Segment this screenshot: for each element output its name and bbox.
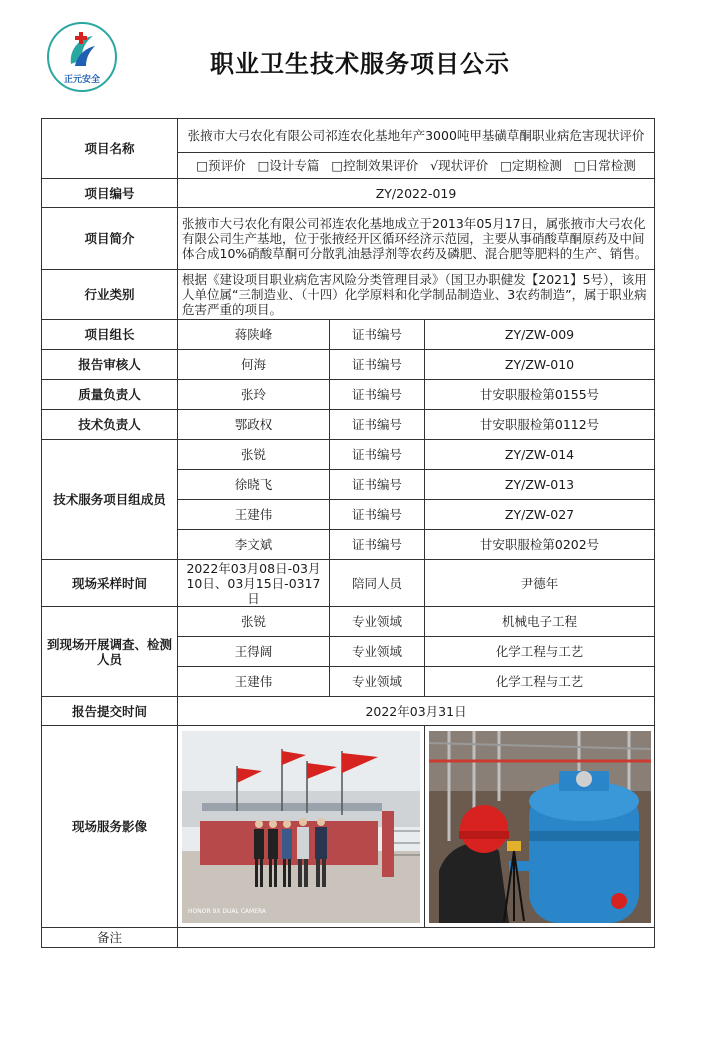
field-label: 专业领域: [330, 637, 425, 667]
cert-number: ZY/ZW-013: [425, 470, 655, 500]
sampling-time-value: 2022年03月08日-03月10日、03月15日-0317日: [178, 560, 330, 607]
cert-label: 证书编号: [330, 470, 425, 500]
cert-number: ZY/ZW-027: [425, 500, 655, 530]
option-daily-test: □日常检测: [573, 158, 636, 173]
cert-number: 甘安职服检第0155号: [425, 380, 655, 410]
staff-name: 鄂政权: [178, 410, 330, 440]
remarks-label: 备注: [42, 928, 178, 948]
onsite-staff-label: 到现场开展调查、检测人员: [42, 607, 178, 697]
evaluation-type-options: [178, 153, 655, 179]
field-label: 专业领域: [330, 607, 425, 637]
cert-number: ZY/ZW-010: [425, 350, 655, 380]
project-name-value: 张掖市大弓农化有限公司祁连农化基地年产3000吨甲基磺草酮职业病危害现状评价: [178, 119, 655, 153]
page-title: 职业卫生技术服务项目公示: [210, 50, 510, 78]
industry-value: 根据《建设项目职业病危害风险分类管理目录》（国卫办职健发【2021】5号），该用人单位属“三制造业、（十四）化学原料和化学制品制造业、3农药制造”，属于职业病危害严重的项目。: [178, 270, 655, 320]
onsite-name: 王建伟: [178, 667, 330, 697]
member-name: 李文斌: [178, 530, 330, 560]
staff-name: 蒋陕峰: [178, 320, 330, 350]
cert-label: 证书编号: [330, 350, 425, 380]
field-label: 专业领域: [330, 667, 425, 697]
logo-text: 正元安全: [63, 75, 100, 85]
option-periodic-test: □定期检测: [500, 158, 562, 173]
field-value: 化学工程与工艺: [425, 637, 655, 667]
project-intro-label: 项目简介: [42, 208, 178, 270]
project-table: [41, 118, 655, 948]
field-value: 机械电子工程: [425, 607, 655, 637]
role-label: 报告审核人: [42, 350, 178, 380]
member-name: 张锐: [178, 440, 330, 470]
remarks-value: [178, 928, 655, 948]
equipment-photo: [429, 731, 651, 923]
cert-label: 证书编号: [330, 320, 425, 350]
staff-name: 何海: [178, 350, 330, 380]
cert-label: 证书编号: [330, 500, 425, 530]
cert-number: 甘安职服检第0112号: [425, 410, 655, 440]
cert-number: ZY/ZW-009: [425, 320, 655, 350]
role-label: 技术负责人: [42, 410, 178, 440]
cert-label: 证书编号: [330, 410, 425, 440]
photo-cell-team: [178, 726, 425, 928]
sampling-time-label: 现场采样时间: [42, 560, 178, 607]
staff-name: 张玲: [178, 380, 330, 410]
equipment-photo-image: [429, 731, 651, 923]
option-pre-evaluation: □预评价: [196, 158, 246, 173]
option-design: □设计专篇: [257, 158, 320, 173]
field-value: 化学工程与工艺: [425, 667, 655, 697]
industry-label: 行业类别: [42, 270, 178, 320]
cert-number: 甘安职服检第0202号: [425, 530, 655, 560]
member-name: 王建伟: [178, 500, 330, 530]
photo-cell-equipment: [425, 726, 655, 928]
role-label: 项目组长: [42, 320, 178, 350]
project-number-label: 项目编号: [42, 179, 178, 208]
option-control-effect: □控制效果评价: [331, 158, 419, 173]
role-label: 质量负责人: [42, 380, 178, 410]
onsite-name: 张锐: [178, 607, 330, 637]
option-status-evaluation: √现状评价: [430, 158, 489, 173]
project-number-value: ZY/2022-019: [178, 179, 655, 208]
team-photo-image: [182, 731, 420, 923]
team-photo: [182, 731, 420, 923]
cert-label: 证书编号: [330, 530, 425, 560]
member-name: 徐晓飞: [178, 470, 330, 500]
project-intro-value: 张掖市大弓农化有限公司祁连农化基地成立于2013年05月17日，属张掖市大弓农化有限公司生产基地，位于张掖经开区循环经济示范园，主要从事硝酸草酮原药及中间体合成10%硝酸草酮可分散乳油悬浮剂等农药及磷肥、混合肥等肥料的生产、销售。: [178, 208, 655, 270]
cert-number: ZY/ZW-014: [425, 440, 655, 470]
members-label: 技术服务项目组成员: [42, 440, 178, 560]
report-time-label: 报告提交时间: [42, 697, 178, 726]
onsite-name: 王得阔: [178, 637, 330, 667]
report-time-value: 2022年03月31日: [178, 697, 655, 726]
project-name-label: 项目名称: [42, 119, 178, 179]
companion-value: 尹德年: [425, 560, 655, 607]
photos-label: 现场服务影像: [42, 726, 178, 928]
companion-label: 陪同人员: [330, 560, 425, 607]
cert-label: 证书编号: [330, 380, 425, 410]
cert-label: 证书编号: [330, 440, 425, 470]
camera-watermark: HONOR 9X DUAL CAMERA: [188, 907, 267, 915]
